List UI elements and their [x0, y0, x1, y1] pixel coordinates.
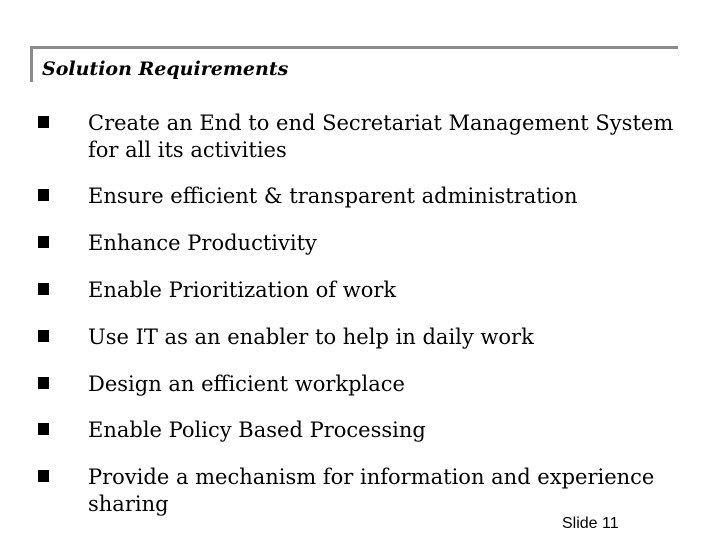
slide-number: Slide 11 — [562, 515, 619, 532]
bullet-text: Use IT as an enabler to help in daily work — [88, 325, 534, 349]
square-bullet-icon — [38, 470, 49, 482]
square-bullet-icon — [38, 330, 49, 342]
square-bullet-icon — [38, 189, 49, 201]
bullet-text: Provide a mechanism for information and experience sharing — [88, 465, 655, 516]
square-bullet-icon — [38, 423, 49, 435]
bullet-text: Ensure efficient & transparent administration — [88, 184, 578, 208]
square-bullet-icon — [38, 283, 49, 295]
bullet-text: Create an End to end Secretariat Management System for all its activities — [88, 111, 674, 162]
title-frame-top-line — [30, 46, 678, 49]
square-bullet-icon — [38, 236, 49, 248]
square-bullet-icon — [38, 377, 49, 389]
square-bullet-icon — [38, 116, 49, 128]
slide-title: Solution Requirements — [42, 58, 289, 80]
bullet-text: Enhance Productivity — [88, 231, 317, 255]
bullet-text: Enable Prioritization of work — [88, 278, 397, 302]
bullet-text: Enable Policy Based Processing — [88, 418, 426, 442]
title-frame-left-line — [30, 46, 33, 82]
bullet-text: Design an efficient workplace — [88, 372, 405, 396]
